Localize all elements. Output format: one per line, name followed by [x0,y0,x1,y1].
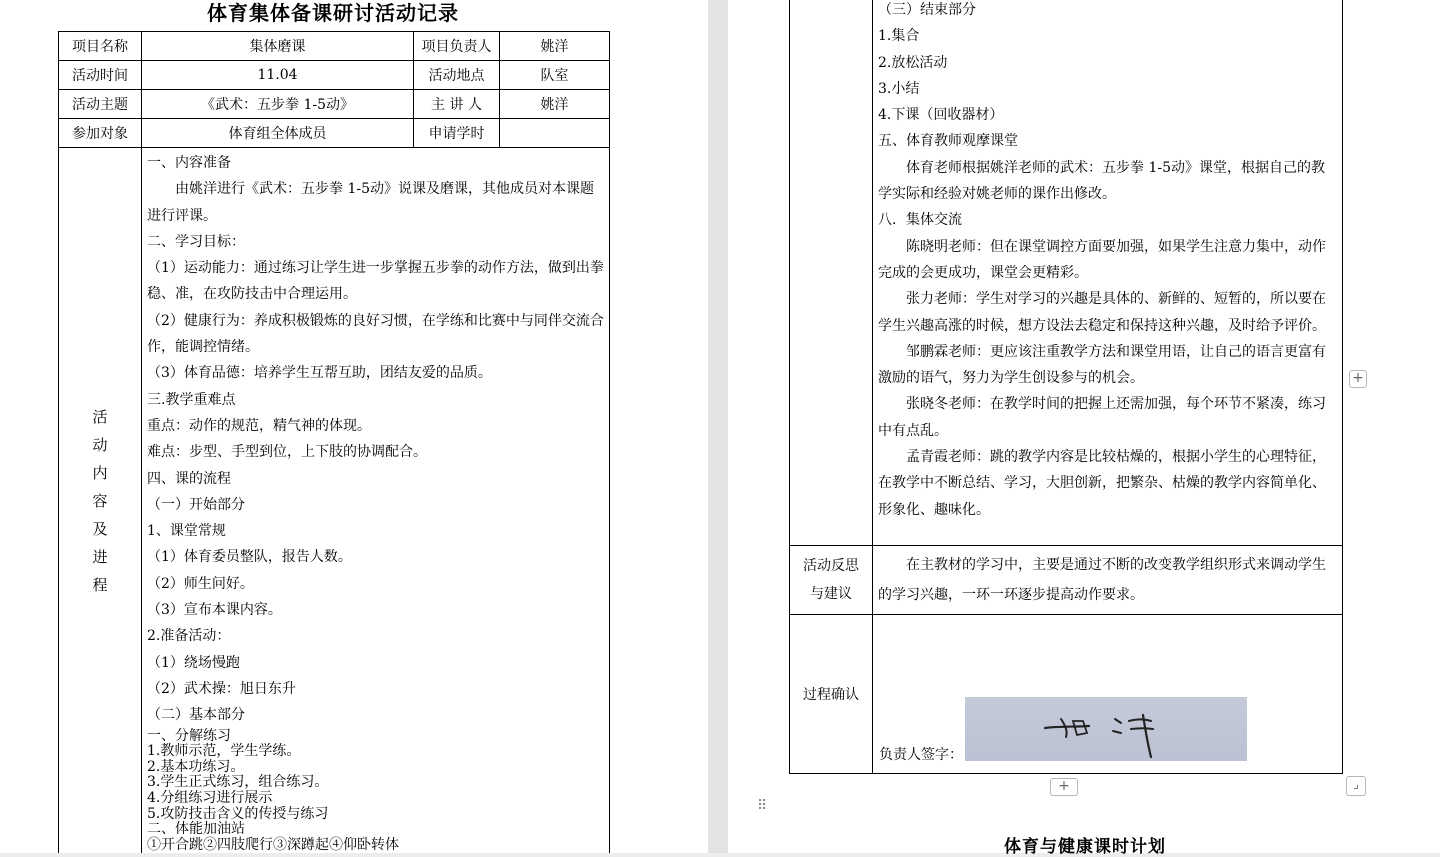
content-line: （2）师生问好。 [147,575,254,592]
content-line: 八．集体交流 [878,212,962,229]
participants-value[interactable]: 体育组全体成员 [142,119,414,148]
content-line: （一）开始部分 [147,496,245,513]
label-cell-empty [790,0,873,546]
content-line: 孟青霞老师：跳的教学内容是比较枯燥的，根据小学生的心理特征，在教学中不断总结、学习，大胆创新，把繁杂、枯燥的教学内容简单化、形象化、趣味化。 [878,449,1326,518]
signature-label: 负责人签字： [879,747,963,763]
add-column-button[interactable]: + [1349,370,1367,388]
activity-location-label: 活动地点 [414,61,500,90]
page-separator [708,0,728,853]
content-line: 五、体育教师观摩课堂 [878,133,1018,150]
content-line: 一、分解练习 [147,727,231,744]
content-line: （1）体育委员整队，报告人数。 [147,549,352,566]
activity-time-value[interactable]: 11.04 [142,61,414,90]
next-document-title: 体育与健康课时计划 [1004,837,1166,857]
handwritten-signature [965,697,1247,761]
content-line: 4.分组练习进行展示 [147,789,273,806]
content-line: 4.下课（回收器材） [878,107,1004,124]
compact-list [147,729,604,853]
content-line: （1）运动能力：通过练习让学生进一步掌握五步拳的动作方法，做到出拳稳、准，在攻防技击中合理运用。 [147,260,604,303]
content-line: （2）健康行为：养成积极锻炼的良好习惯，在学练和比赛中与同伴交流合作，能调控情绪。 [147,312,604,356]
participants-label: 参加对象 [59,119,142,148]
content-line: （三）结束部分 [878,2,976,18]
content-line: 由姚洋进行《武术：五步拳 1-5动》说课及磨课，其他成员对本课题进行评课。 [147,181,594,224]
content-line: 体育老师根据姚洋老师的武术：五步拳 1-5动》课堂，根据自己的教学实际和经验对姚老师的课作出修改。 [878,159,1325,203]
activity-location-value[interactable]: 队室 [500,61,610,90]
content-line: （3）体育品德：培养学生互帮互助，团结友爱的品质。 [147,365,492,382]
table-resize-handle[interactable]: ⌟ [1346,776,1366,796]
table-row [59,90,610,119]
activity-theme-value[interactable]: 《武术：五步拳 1-5动》 [142,90,414,119]
content-line: （3）宣布本课内容。 [147,602,282,619]
credit-hours-label: 申请学时 [414,119,500,148]
record-table-continued [789,0,1343,774]
content-line: 1.教师示范，学生学练。 [147,743,301,760]
content-line: 四、课的流程 [147,470,231,487]
signature-image [965,697,1247,761]
content-line: 1.集合 [878,28,920,45]
project-lead-value[interactable]: 姚洋 [500,32,610,61]
content-line: 3.学生正式练习，组合练习。 [147,774,329,791]
content-line: 张晓冬老师：在教学时间的把握上还需加强，每个环节不紧凑，练习中有点乱。 [878,396,1326,439]
content-line: 2.基本功练习。 [147,758,245,775]
activity-time-label: 活动时间 [59,61,142,90]
content-line: 一、内容准备 [147,155,231,171]
reflection-text[interactable]: 在主教材的学习中，主要是通过不断的改变教学组织形式来调动学生的学习兴趣，一环一环逐步提高动作要求。 [873,546,1343,615]
content-line: 2.放松活动 [878,54,948,71]
content-line: 三.教学重难点 [147,391,236,408]
table-row [790,0,1343,546]
content-line: 张力老师：学生对学习的兴趣是具体的、新鲜的、短暂的，所以要在学生兴趣高涨的时候，想方设法去稳定和保持这种兴趣，及时给予评价。 [878,291,1326,334]
content-line: 1、课堂常规 [147,523,226,540]
activity-content-cell-continued[interactable] [873,0,1343,546]
document-title: 体育集体备课研讨活动记录 [207,1,459,25]
activity-content-cell[interactable] [142,148,610,854]
activity-content-label: 活 动 内 容 及 进 程 [59,148,142,854]
content-line: 3.小结 [878,80,920,97]
speaker-value[interactable]: 姚洋 [500,90,610,119]
activity-theme-label: 活动主题 [59,90,142,119]
record-table [58,31,610,853]
credit-hours-value[interactable] [500,119,610,148]
content-line: 5.攻防技击含义的传授与练习 [147,805,329,822]
content-line: （1）绕场慢跑 [147,654,240,671]
document-page-left [0,0,708,853]
project-name-label: 项目名称 [59,32,142,61]
table-row [790,546,1343,615]
table-row [59,119,610,148]
drag-handle-icon[interactable]: ⠿ [757,798,768,814]
content-line: ①开合跳②四肢爬行③深蹲起④仰卧转体 [147,836,399,853]
table-row [59,32,610,61]
add-row-button[interactable]: + [1050,778,1078,796]
project-lead-label: 项目负责人 [414,32,500,61]
reflection-label: 活动反思 与建议 [790,546,873,615]
table-row [59,148,610,854]
content-line: 2.准备活动： [147,628,231,645]
content-line: 重点：动作的规范，精气神的体现。 [147,417,371,434]
content-line: 二、学习目标： [147,233,245,250]
content-line: 二、体能加油站 [147,821,245,838]
confirm-label: 过程确认 [790,615,873,774]
content-line: （2）武术操：旭日东升 [147,680,296,697]
content-line: 邹鹏霖老师：更应该注重教学方法和课堂用语，让自己的语言更富有激励的语气，努力为学生创设参与的机会。 [878,343,1326,387]
content-line: （二）基本部分 [147,707,245,724]
content-line: 陈晓明老师：但在课堂调控方面要加强，如果学生注意力集中，动作完成的会更成功，课堂会更精彩。 [878,238,1326,281]
content-line: 难点：步型、手型到位，上下肢的协调配合。 [147,444,427,461]
table-row [59,61,610,90]
speaker-label: 主 讲 人 [414,90,500,119]
project-name-value[interactable]: 集体磨课 [142,32,414,61]
